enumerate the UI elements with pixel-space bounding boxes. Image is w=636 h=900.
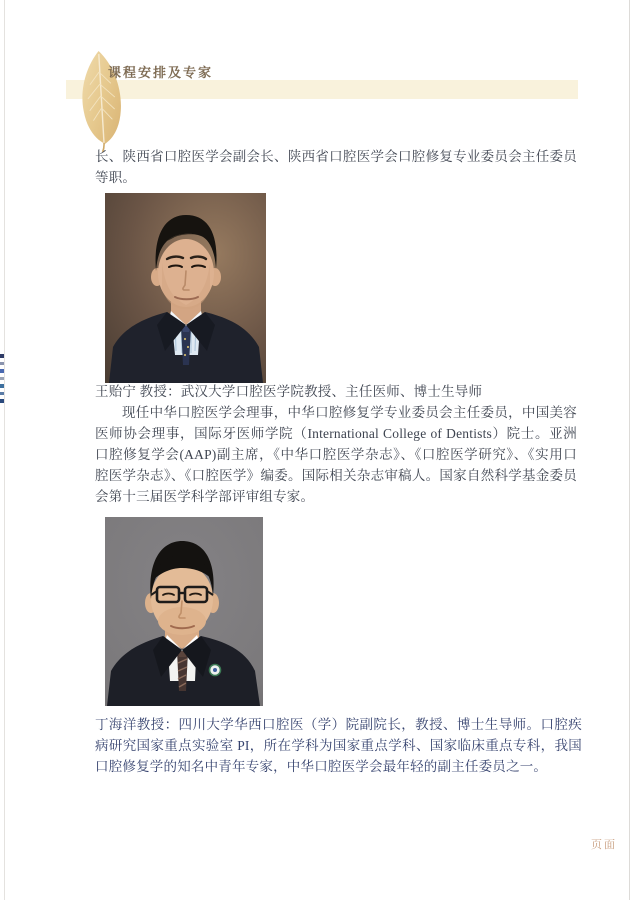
footer-page-label: 页面 [591, 839, 617, 851]
expert-ding-bio: 丁海洋教授：四川大学华西口腔医（学）院副院长，教授、博士生导师。口腔疾病研究国家重点实验室 PI，所在学科为国家重点学科、国家临床重点专科，我国口腔修复学的知名中青年专家，中华口腔医学会最年轻的副主任委员之一。 [95, 717, 582, 774]
portrait-photo-wang [105, 193, 266, 383]
intro-paragraph: 长、陕西省口腔医学会副会长、陕西省口腔医学会口腔修复专业委员会主任委员等职。 [95, 149, 577, 185]
section-title: 课程安排及专家 [108, 65, 214, 80]
page-left-edge-line [4, 0, 5, 900]
page-right-edge-line [629, 0, 630, 900]
header-accent-bar [66, 80, 578, 99]
portrait-photo-ding [105, 517, 263, 706]
expert-wang-title-line: 王贻宁 教授：武汉大学口腔医学院教授、主任医师、博士生导师 [95, 384, 483, 399]
expert-wang-bio: 现任中华口腔医学会理事，中华口腔修复学专业委员会主任委员，中国美容医师协会理事，国际牙医师学院（International College of Dentists）院士。亚洲口腔修复学会(AAP)副主席，《中华口腔医学杂志》、《口腔医学研究》、《实用口腔医学杂志》、《口腔医学》编委。国际相关杂志审稿人。国家自然科学基金委员会第十三届医学科学部评审组专家。 [95, 405, 577, 504]
scan-artifact-ticks [0, 354, 4, 420]
expert-wang-description [95, 381, 577, 507]
